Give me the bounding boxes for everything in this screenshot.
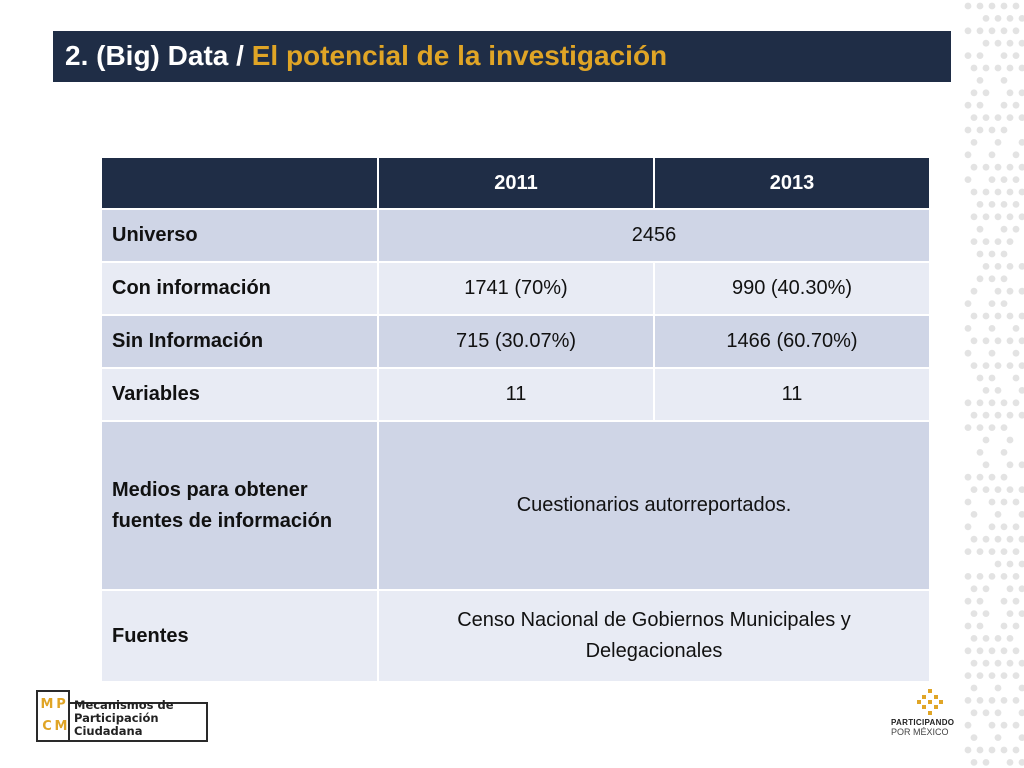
- decorative-dot: [1019, 709, 1024, 716]
- data-table: [100, 156, 931, 683]
- decorative-dot: [965, 573, 972, 580]
- decorative-dot: [983, 585, 990, 592]
- decorative-dot: [971, 337, 978, 344]
- decorative-dot: [983, 238, 990, 245]
- decorative-dot: [1007, 89, 1014, 96]
- decorative-dot: [1013, 226, 1020, 233]
- decorative-dot: [995, 65, 1002, 72]
- decorative-dot: [1001, 399, 1008, 406]
- decorative-dot: [1019, 387, 1024, 394]
- decorative-dot: [989, 672, 996, 679]
- decorative-dot: [971, 660, 978, 667]
- decorative-dot: [1007, 337, 1014, 344]
- decorative-dot: [983, 709, 990, 716]
- decorative-dot: [1007, 635, 1014, 642]
- decorative-dot: [971, 65, 978, 72]
- decorative-dot: [989, 176, 996, 183]
- decorative-dot: [1001, 127, 1008, 134]
- mpcm-line-1: Mecanismos de: [74, 698, 174, 712]
- decorative-dot: [983, 65, 990, 72]
- decorative-dot: [1007, 486, 1014, 493]
- decorative-dot: [977, 697, 984, 704]
- mpcm-line-3: Ciudadana: [74, 724, 143, 738]
- row-value: 2456: [378, 209, 930, 262]
- decorative-dot: [983, 437, 990, 444]
- decorative-dot: [995, 164, 1002, 171]
- decorative-dot: [989, 697, 996, 704]
- decorative-dot: [995, 337, 1002, 344]
- decorative-dot: [1013, 176, 1020, 183]
- decorative-dot: [1013, 747, 1020, 754]
- decorative-dot: [1007, 65, 1014, 72]
- decorative-dot: [995, 635, 1002, 642]
- decorative-dot: [1001, 747, 1008, 754]
- mpcm-logo-text: [74, 699, 174, 738]
- decorative-dot: [989, 275, 996, 282]
- decorative-dot: [971, 486, 978, 493]
- decorative-dot: [1019, 40, 1024, 47]
- decorative-dot: [1007, 536, 1014, 543]
- decorative-dot: [1007, 362, 1014, 369]
- decorative-dot: [965, 127, 972, 134]
- header-cell-empty: [101, 157, 378, 209]
- decorative-dot: [995, 536, 1002, 543]
- decorative-dot: [1001, 474, 1008, 481]
- decorative-dot: [983, 412, 990, 419]
- decorative-dot: [1013, 399, 1020, 406]
- decorative-dot: [989, 27, 996, 34]
- decorative-dot: [965, 424, 972, 431]
- decorative-dot: [1001, 275, 1008, 282]
- decorative-dot: [1013, 697, 1020, 704]
- decorative-dot: [995, 709, 1002, 716]
- decorative-dot: [1019, 15, 1024, 22]
- decorative-dot: [965, 325, 972, 332]
- decorative-dot: [983, 486, 990, 493]
- decorative-dot: [971, 238, 978, 245]
- decorative-dot: [989, 474, 996, 481]
- decorative-dot: [977, 127, 984, 134]
- row-value-2013: 11: [654, 368, 930, 421]
- decorative-dot: [971, 362, 978, 369]
- decorative-dot: [1019, 486, 1024, 493]
- decorative-dot: [971, 288, 978, 295]
- decorative-dot: [977, 424, 984, 431]
- decorative-dot: [989, 3, 996, 10]
- decorative-dot: [995, 387, 1002, 394]
- decorative-dot: [1013, 350, 1020, 357]
- mpcm-letter: M: [40, 697, 54, 712]
- decorative-dot: [995, 189, 1002, 196]
- row-value-2013: 990 (40.30%): [654, 262, 930, 315]
- decorative-dot: [1001, 598, 1008, 605]
- decorative-dot: [965, 27, 972, 34]
- participando-logo: [885, 688, 975, 748]
- decorative-dot: [1013, 27, 1020, 34]
- decorative-dot: [1001, 499, 1008, 506]
- title-prefix: 2. (Big) Data /: [65, 40, 252, 71]
- decorative-dot: [965, 102, 972, 109]
- decorative-dot: [971, 114, 978, 121]
- decorative-dot: [1019, 164, 1024, 171]
- decorative-dot: [983, 263, 990, 270]
- mpcm-letter: P: [56, 697, 66, 712]
- decorative-dot: [971, 313, 978, 320]
- decorative-dot: [977, 573, 984, 580]
- decorative-dot: [977, 52, 984, 59]
- decorative-dot: [1019, 139, 1024, 146]
- decorative-dot: [983, 536, 990, 543]
- row-value-2011: 11: [378, 368, 654, 421]
- decorative-dot: [1007, 660, 1014, 667]
- decorative-dot: [1001, 672, 1008, 679]
- decorative-dot: [965, 647, 972, 654]
- decorative-dot: [1007, 40, 1014, 47]
- decorative-dot: [1001, 27, 1008, 34]
- decorative-dot: [965, 523, 972, 530]
- slide-title: [53, 31, 951, 82]
- table-row-universo: [101, 209, 930, 262]
- decorative-dot: [965, 548, 972, 555]
- decorative-dot: [1019, 734, 1024, 741]
- decorative-dot: [971, 635, 978, 642]
- decorative-dot: [995, 263, 1002, 270]
- decorative-dot: [1001, 300, 1008, 307]
- decorative-dot: [983, 164, 990, 171]
- decorative-dot: [989, 548, 996, 555]
- mpcm-letter: M: [54, 719, 68, 734]
- decorative-dot: [971, 89, 978, 96]
- decorative-dot: [1013, 499, 1020, 506]
- decorative-dot: [1007, 610, 1014, 617]
- decorative-dot: [1019, 288, 1024, 295]
- decorative-dot: [995, 561, 1002, 568]
- row-value-2011: 1741 (70%): [378, 262, 654, 315]
- decorative-dot: [983, 114, 990, 121]
- decorative-dot: [983, 759, 990, 766]
- decorative-dot: [965, 52, 972, 59]
- decorative-dot: [1001, 722, 1008, 729]
- decorative-dot: [983, 15, 990, 22]
- decorative-dot: [989, 375, 996, 382]
- decorative-dot: [995, 685, 1002, 692]
- decorative-dot: [995, 288, 1002, 295]
- decorative-dot: [983, 313, 990, 320]
- decorative-dot: [965, 350, 972, 357]
- decorative-dot: [971, 412, 978, 419]
- decorative-dot: [995, 660, 1002, 667]
- decorative-dot: [1001, 573, 1008, 580]
- row-label: Variables: [101, 368, 378, 421]
- table-row-variables: [101, 368, 930, 421]
- decorative-dot: [1019, 610, 1024, 617]
- decorative-dot: [977, 747, 984, 754]
- decorative-dot: [1019, 263, 1024, 270]
- decorative-dot: [971, 164, 978, 171]
- decorative-dot: [989, 127, 996, 134]
- decorative-dot: [1013, 647, 1020, 654]
- mpcm-logo: [36, 690, 172, 742]
- decorative-dot: [971, 139, 978, 146]
- decorative-dot: [1007, 461, 1014, 468]
- decorative-dot: [989, 325, 996, 332]
- decorative-dot: [1013, 52, 1020, 59]
- decorative-dot: [977, 77, 984, 84]
- decorative-dot: [977, 102, 984, 109]
- decorative-dot: [1013, 623, 1020, 630]
- decorative-dot: [1001, 647, 1008, 654]
- decorative-dot: [1019, 536, 1024, 543]
- decorative-dot: [1013, 201, 1020, 208]
- decorative-dot: [989, 573, 996, 580]
- decorative-dot: [1013, 523, 1020, 530]
- decorative-dot: [1001, 52, 1008, 59]
- decorative-dot: [983, 362, 990, 369]
- decorative-dot: [965, 399, 972, 406]
- decorative-dot: [995, 213, 1002, 220]
- mpcm-letter: C: [42, 719, 52, 734]
- decorative-dot: [965, 623, 972, 630]
- decorative-dot: [1019, 114, 1024, 121]
- decorative-dot: [971, 213, 978, 220]
- decorative-dot: [989, 201, 996, 208]
- decorative-dot: [1001, 102, 1008, 109]
- decorative-dot: [989, 350, 996, 357]
- decorative-dot: [971, 610, 978, 617]
- participando-line-2: POR MÉXICO: [891, 727, 949, 737]
- decorative-dot: [983, 189, 990, 196]
- decorative-dot: [1007, 263, 1014, 270]
- decorative-dot: [1019, 660, 1024, 667]
- decorative-dot: [965, 3, 972, 10]
- decorative-dot: [995, 362, 1002, 369]
- decorative-dot: [1019, 313, 1024, 320]
- decorative-dot: [977, 226, 984, 233]
- decorative-dot: [977, 598, 984, 605]
- decorative-dot: [977, 251, 984, 258]
- decorative-dot: [965, 300, 972, 307]
- decorative-dot: [977, 375, 984, 382]
- decorative-dot: [1019, 759, 1024, 766]
- participando-line-1: PARTICIPANDO: [891, 718, 955, 727]
- decorative-dot: [1013, 3, 1020, 10]
- mpcm-line-2: Participación: [74, 711, 159, 725]
- decorative-dot: [977, 275, 984, 282]
- decorative-dot: [1007, 189, 1014, 196]
- decorative-dot: [965, 672, 972, 679]
- row-value-2011: 715 (30.07%): [378, 315, 654, 368]
- decorative-dot: [995, 114, 1002, 121]
- decorative-dot: [1019, 461, 1024, 468]
- mpcm-logo-mark: [36, 690, 70, 742]
- decorative-dot: [983, 635, 990, 642]
- decorative-dot: [989, 747, 996, 754]
- decorative-dot: [977, 474, 984, 481]
- decorative-dot: [989, 399, 996, 406]
- decorative-dot: [965, 598, 972, 605]
- decorative-dot: [989, 499, 996, 506]
- decorative-dot: [977, 548, 984, 555]
- decorative-dot: [1019, 561, 1024, 568]
- decorative-dot: [1019, 511, 1024, 518]
- decorative-dot: [995, 15, 1002, 22]
- table-row-fuentes: [101, 590, 930, 682]
- decorative-dot: [1019, 213, 1024, 220]
- decorative-dot: [1013, 102, 1020, 109]
- row-value: Cuestionarios autorreportados.: [378, 421, 930, 590]
- row-label: Medios para obtener fuentes de información: [101, 421, 378, 590]
- decorative-dot: [1007, 164, 1014, 171]
- decorative-dot: [995, 238, 1002, 245]
- decorative-dot: [1001, 424, 1008, 431]
- header-cell-2011: 2011: [378, 157, 654, 209]
- decorative-dot: [977, 399, 984, 406]
- row-label: Con información: [101, 262, 378, 315]
- row-value-2013: 1466 (60.70%): [654, 315, 930, 368]
- decorative-dot: [1007, 213, 1014, 220]
- decorative-dot: [977, 3, 984, 10]
- decorative-dot: [1001, 201, 1008, 208]
- decorative-dot: [1013, 598, 1020, 605]
- decorative-dot: [1007, 114, 1014, 121]
- table-row-sin-informacion: [101, 315, 930, 368]
- decorative-dot: [977, 672, 984, 679]
- decorative-dot: [1001, 623, 1008, 630]
- decorative-dot: [1001, 548, 1008, 555]
- decorative-dot: [1019, 585, 1024, 592]
- decorative-dot: [971, 189, 978, 196]
- decorative-dot: [989, 151, 996, 158]
- decorative-dot: [965, 176, 972, 183]
- participando-mark-icon: [916, 688, 944, 716]
- decorative-dot: [965, 151, 972, 158]
- decorative-dot: [1001, 176, 1008, 183]
- decorative-dot: [1001, 523, 1008, 530]
- decorative-dot: [995, 40, 1002, 47]
- decorative-dot: [1013, 375, 1020, 382]
- decorative-dot: [1007, 585, 1014, 592]
- decorative-dot: [995, 313, 1002, 320]
- decorative-dot: [983, 387, 990, 394]
- decorative-dot: [1007, 15, 1014, 22]
- decorative-dot: [983, 610, 990, 617]
- decorative-dot: [977, 623, 984, 630]
- decorative-dot: [1019, 189, 1024, 196]
- decorative-dot: [977, 647, 984, 654]
- decorative-dot: [983, 461, 990, 468]
- decorative-dot: [971, 536, 978, 543]
- decorative-dot: [971, 759, 978, 766]
- decorative-dot: [971, 511, 978, 518]
- decorative-dot: [1019, 412, 1024, 419]
- decorative-dot: [983, 213, 990, 220]
- decorative-dot: [1001, 449, 1008, 456]
- decorative-dot: [1019, 337, 1024, 344]
- decorative-dot: [971, 585, 978, 592]
- row-label: Fuentes: [101, 590, 378, 682]
- decorative-dot: [965, 474, 972, 481]
- decorative-dot: [1001, 251, 1008, 258]
- decorative-dot: [1001, 3, 1008, 10]
- decorative-dot: [1001, 77, 1008, 84]
- decorative-dot: [1007, 313, 1014, 320]
- decorative-dot: [977, 27, 984, 34]
- decorative-dot: [983, 660, 990, 667]
- decorative-dot: [1013, 722, 1020, 729]
- table-row-con-informacion: [101, 262, 930, 315]
- decorative-dot: [1019, 89, 1024, 96]
- decorative-dot: [1007, 288, 1014, 295]
- row-value: Censo Nacional de Gobiernos Municipales y Delegacionales: [378, 590, 930, 682]
- decorative-dot: [995, 412, 1002, 419]
- decorative-dot: [1013, 325, 1020, 332]
- decorative-dot: [995, 139, 1002, 146]
- decorative-dot: [1007, 238, 1014, 245]
- decorative-dot: [989, 251, 996, 258]
- decorative-dot: [1013, 573, 1020, 580]
- decorative-dot: [1019, 65, 1024, 72]
- decorative-dot: [1013, 151, 1020, 158]
- decorative-dot: [1007, 759, 1014, 766]
- decorative-dot: [977, 201, 984, 208]
- table-header-row: [101, 157, 930, 209]
- decorative-dot: [989, 424, 996, 431]
- table-row-medios: [101, 421, 930, 590]
- row-label: Universo: [101, 209, 378, 262]
- decorative-dot: [989, 523, 996, 530]
- decorative-dot: [977, 449, 984, 456]
- decorative-dot: [983, 40, 990, 47]
- decorative-dot: [989, 647, 996, 654]
- decorative-dot: [989, 300, 996, 307]
- decorative-dot: [1007, 412, 1014, 419]
- decorative-dot: [1001, 226, 1008, 233]
- decorative-dot: [1007, 437, 1014, 444]
- decorative-dot: [1013, 672, 1020, 679]
- decorative-dot: [1013, 548, 1020, 555]
- title-accent: El potencial de la investigación: [251, 40, 668, 71]
- row-label: Sin Información: [101, 315, 378, 368]
- decorative-dot-pattern: [962, 0, 1024, 768]
- decorative-dot: [995, 511, 1002, 518]
- decorative-dot: [1001, 697, 1008, 704]
- decorative-dot: [1019, 685, 1024, 692]
- decorative-dot: [983, 89, 990, 96]
- decorative-dot: [995, 486, 1002, 493]
- decorative-dot: [1007, 561, 1014, 568]
- decorative-dot: [989, 722, 996, 729]
- header-cell-2013: 2013: [654, 157, 930, 209]
- decorative-dot: [983, 337, 990, 344]
- decorative-dot: [995, 734, 1002, 741]
- decorative-dot: [965, 499, 972, 506]
- decorative-dot: [1019, 362, 1024, 369]
